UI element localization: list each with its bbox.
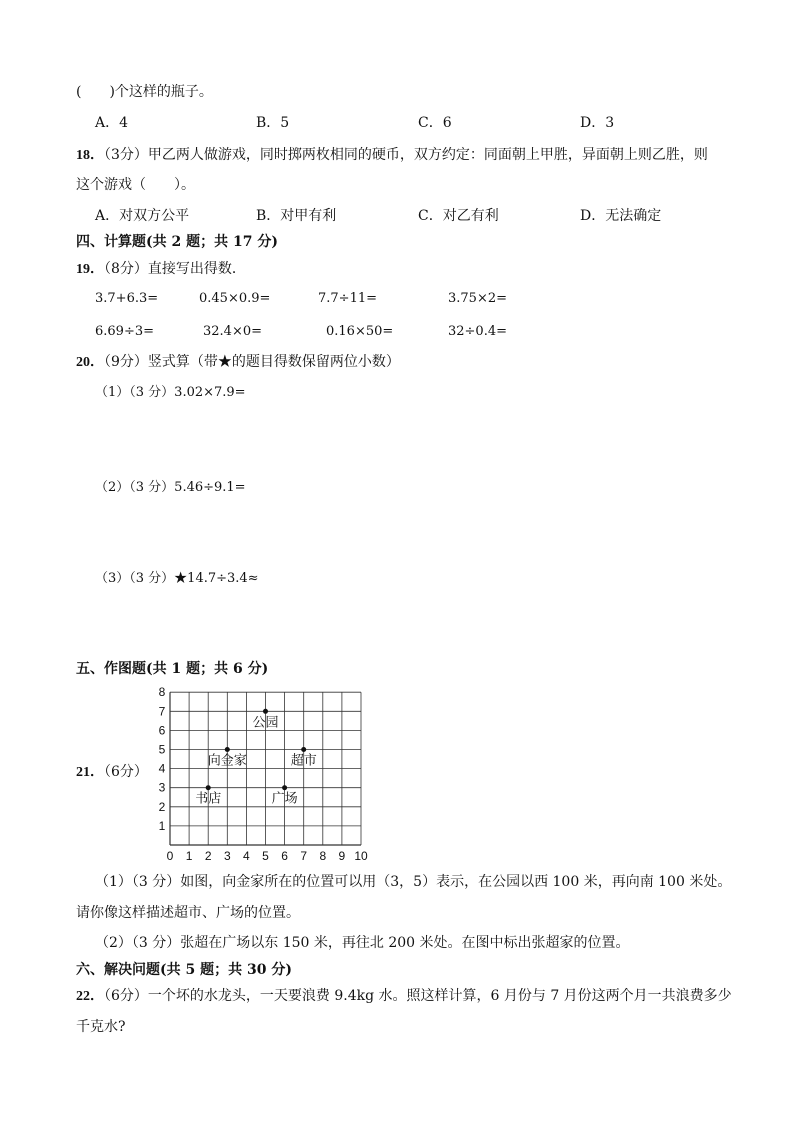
grid-point <box>206 785 211 790</box>
q18-option-a[interactable]: A．对双方公平 <box>95 208 190 224</box>
question-number: 22． <box>76 989 104 1004</box>
q18-stem-line2: 这个游戏（ ）。 <box>76 177 195 193</box>
grid-point <box>301 747 306 752</box>
grid-point <box>263 709 268 714</box>
q18-stem-line1 <box>76 146 708 165</box>
q17-option-b[interactable]: B．5 <box>256 115 290 131</box>
q19-item: 32÷0.4= <box>448 324 508 339</box>
y-tick-label: 5 <box>158 742 166 757</box>
q19-item: 7.7÷11= <box>318 291 378 306</box>
grid-point-label: 广场 <box>271 790 298 806</box>
q18-text: （3分）甲乙两人做游戏，同时掷两枚相同的硬币，双方约定：同面朝上甲胜，异面朝上则乙胜，则 <box>104 147 708 163</box>
q21-part1-line1: （1）（3 分）如图，向金家所在的位置可以用（3，5）表示，在公园以西 100 米，再向南 100 米处。 <box>95 874 732 890</box>
q19-item: 3.75×2= <box>448 291 508 306</box>
x-tick-label: 2 <box>204 849 212 863</box>
q17-stem-tail: ( )个这样的瓶子。 <box>76 84 213 100</box>
grid-point <box>282 785 287 790</box>
grid-point-label: 公园 <box>252 714 279 730</box>
q19-stem <box>76 260 246 279</box>
q20-part-2: （2）（3 分）5.46÷9.1= <box>95 480 246 495</box>
q21-stem <box>76 763 148 782</box>
x-tick-label: 7 <box>300 849 308 863</box>
y-tick-label: 1 <box>158 818 166 833</box>
x-tick-label: 10 <box>354 849 368 863</box>
question-number: 19． <box>76 262 104 277</box>
grid-point-label: 向金家 <box>207 752 247 768</box>
q19-item: 0.45×0.9= <box>199 291 271 306</box>
q19-item: 0.16×50= <box>326 324 394 339</box>
q22-text: （6分）一个坏的水龙头，一天要浪费 9.4kg 水。照这样计算，6 月份与 7 月份这两个月一共浪费多少 <box>104 988 732 1004</box>
grid-point-label: 书店 <box>195 790 222 806</box>
q17-option-a[interactable]: A．4 <box>95 115 129 131</box>
question-number: 21． <box>76 765 104 780</box>
grid-point-label: 超市 <box>290 752 317 768</box>
q21-part2: （2）（3 分）张超在广场以东 150 米，再往北 200 米处。在图中标出张超家的位置。 <box>95 935 630 951</box>
q19-text: （8分）直接写出得数． <box>104 261 246 277</box>
question-number: 20． <box>76 355 104 370</box>
q19-item: 32.4×0= <box>203 324 263 339</box>
x-tick-label: 9 <box>338 849 346 863</box>
section-title-calculation: 四、计算题(共 2 题；共 17 分) <box>76 234 278 250</box>
x-tick-label: 3 <box>223 849 231 863</box>
x-tick-label: 5 <box>262 849 269 863</box>
q19-item: 6.69÷3= <box>95 324 155 339</box>
q19-item: 3.7+6.3= <box>95 291 159 306</box>
y-tick-label: 4 <box>158 761 166 776</box>
y-tick-label: 3 <box>158 780 166 795</box>
q20-stem <box>76 353 400 372</box>
q20-part-3: （3）（3 分）★14.7÷3.4≈ <box>95 571 259 586</box>
section-title-problem-solving: 六、解决问题(共 5 题；共 30 分) <box>76 962 292 978</box>
x-tick-label: 8 <box>319 849 327 863</box>
grid-point <box>225 747 230 752</box>
q17-option-d[interactable]: D．3 <box>580 115 615 131</box>
section-title-drawing: 五、作图题(共 1 题；共 6 分) <box>76 661 269 677</box>
q21-part1-line2: 请你像这样描述超市、广场的位置。 <box>76 905 300 921</box>
x-tick-label: 4 <box>243 849 250 863</box>
y-tick-label: 2 <box>158 799 166 814</box>
q21-score: （6分） <box>104 764 148 780</box>
x-tick-label: 6 <box>281 849 288 863</box>
q22-stem-line2: 千克水? <box>76 1019 126 1035</box>
q20-text: （9分）竖式算（带★的题目得数保留两位小数） <box>104 354 400 370</box>
x-tick-label: 0 <box>166 849 174 863</box>
q18-option-b[interactable]: B．对甲有利 <box>256 208 337 224</box>
x-tick-label: 1 <box>185 849 193 863</box>
y-tick-label: 6 <box>158 723 166 738</box>
y-tick-label: 7 <box>158 704 166 719</box>
q18-option-c[interactable]: C．对乙有利 <box>418 208 499 224</box>
y-tick-label: 8 <box>158 685 166 700</box>
coordinate-grid <box>152 683 376 865</box>
q20-part-1: （1）（3 分）3.02×7.9= <box>95 385 246 400</box>
q18-option-d[interactable]: D．无法确定 <box>580 208 662 224</box>
q22-stem-line1 <box>76 987 732 1006</box>
q17-option-c[interactable]: C．6 <box>418 115 452 131</box>
question-number: 18． <box>76 148 104 163</box>
